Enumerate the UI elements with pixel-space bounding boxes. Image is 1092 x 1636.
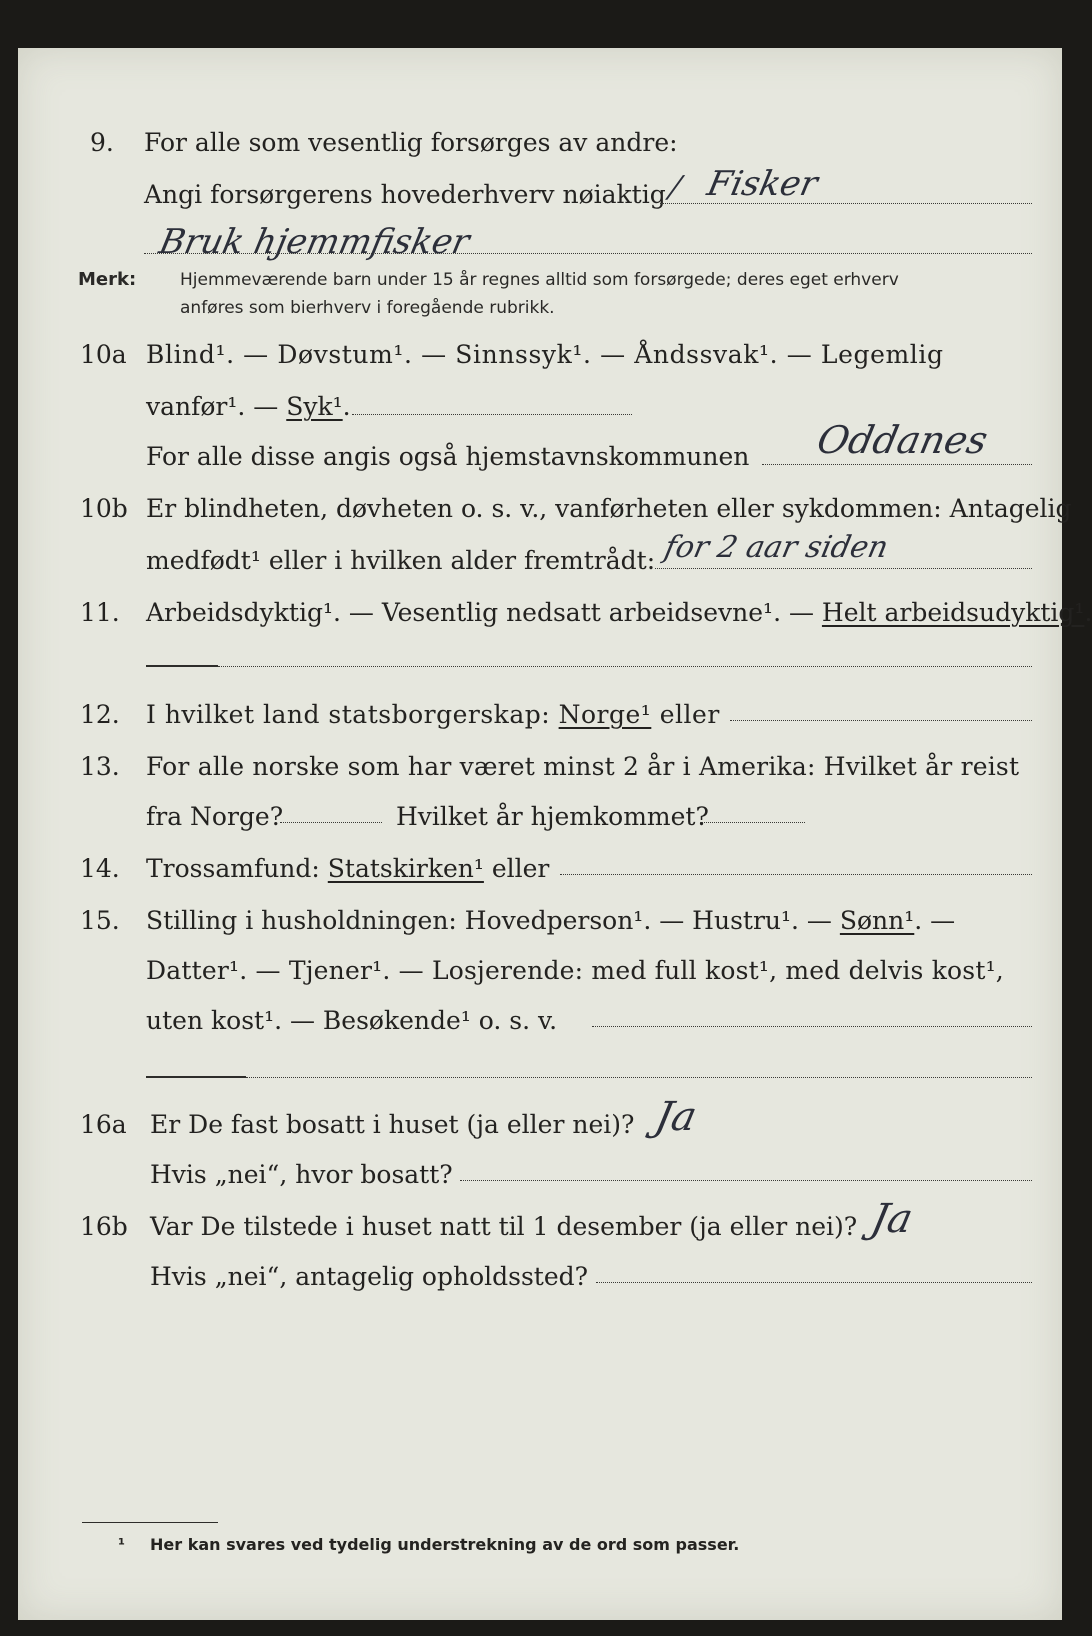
q16b-handwritten-answer: Ja	[867, 1196, 917, 1242]
q10a-answer-rule-1	[352, 414, 632, 415]
merk-text-line2: anføres som bierhverv i foregående rubrikk.	[180, 298, 555, 318]
question-number-12: 12.	[80, 700, 120, 729]
merk-label: Merk:	[78, 269, 137, 290]
q11-underline-mark	[146, 665, 218, 667]
q11-helt-arbeidsudyktig-underlined: Helt arbeidsudyktig¹	[821, 598, 1085, 627]
q10a-handwritten-municipality: Oddanes	[813, 418, 992, 462]
question-number-13: 13.	[80, 752, 120, 781]
q10b-answer-rule	[655, 568, 1032, 569]
q14-eller: eller	[483, 854, 550, 883]
question-number-14: 14.	[80, 854, 120, 883]
q12-text: I hvilket land statsborgerskap:	[146, 700, 559, 729]
question-number-15: 15.	[80, 906, 120, 935]
q9-answer-rule-2	[144, 253, 1032, 254]
footnote-mark: ¹	[118, 1535, 126, 1554]
q9-handwritten-occupation: Fisker	[703, 164, 822, 204]
q10a-prompt-line2	[146, 392, 351, 422]
q13-reist-rule	[280, 822, 382, 823]
q10a-answer-rule-2	[762, 464, 1032, 465]
q10a-vanfor: vanfør¹. —	[146, 392, 287, 421]
q15-sonn-underlined: Sønn¹	[839, 906, 915, 935]
q11-prompt	[146, 598, 1092, 628]
q11-options: Arbeidsdyktig¹. — Vesentlig nedsatt arbeidsevne¹. —	[146, 598, 822, 627]
q12-answer-rule	[730, 720, 1032, 721]
question-number-10b: 10b	[80, 494, 128, 523]
q10a-syk-underlined: Syk¹	[286, 392, 343, 421]
q10b-prompt-line2: medfødt¹ eller i hvilken alder fremtrådt:	[146, 546, 656, 575]
footnote-separator	[82, 1522, 218, 1523]
q15-prompt-line2: Datter¹. — Tjener¹. — Losjerende: med full kost¹, med delvis kost¹,	[146, 956, 1004, 985]
q15-prompt-line3: uten kost¹. — Besøkende¹ o. s. v.	[146, 1006, 558, 1035]
q15-line1-text: Stilling i husholdningen: Hovedperson¹. — Hustru¹. —	[146, 906, 840, 935]
question-number-10a: 10a	[80, 340, 127, 369]
q14-text: Trossamfund:	[146, 854, 328, 883]
q15-answer-rule-1	[592, 1026, 1032, 1027]
question-number-9: 9.	[90, 128, 114, 157]
q11-answer-rule	[218, 666, 1032, 667]
q10a-prompt-line1: Blind¹. — Døvstum¹. — Sinnssyk¹. — Åndssvak¹. — Legemlig	[146, 340, 944, 369]
q16a-prompt-line1: Er De fast bosatt i huset (ja eller nei)?	[150, 1110, 635, 1139]
q15-underline-mark	[146, 1076, 246, 1078]
q16a-handwritten-answer: Ja	[651, 1094, 701, 1140]
q13-prompt-line1: For alle norske som har været minst 2 år i Amerika: Hvilket år reist	[146, 752, 1020, 781]
q14-statskirken-underlined: Statskirken¹	[327, 854, 484, 883]
q9-prompt-line2: Angi forsørgerens hovederhverv nøiaktig	[144, 180, 666, 209]
q16a-answer-rule	[460, 1180, 1032, 1181]
merk-text-line1: Hjemmeværende barn under 15 år regnes alltid som forsørgede; deres eget erhverv	[180, 270, 899, 290]
q16a-prompt-line2: Hvis „nei“, hvor bosatt?	[150, 1160, 453, 1189]
q13-prompt-hjemkommet: Hvilket år hjemkommet?	[396, 802, 709, 831]
q9-prompt-line1: For alle som vesentlig forsørges av andre:	[144, 128, 678, 157]
q16b-prompt-line2: Hvis „nei“, antagelig opholdssted?	[150, 1262, 589, 1291]
q11-end: .	[1084, 598, 1092, 627]
question-number-16b: 16b	[80, 1212, 128, 1241]
q9-handwritten-occupation-2: Bruk hjemmfisker	[155, 222, 473, 262]
q10b-handwritten-onset: for 2 aar siden	[661, 530, 892, 565]
q15-line1-end: . —	[914, 906, 956, 935]
q9-hand-mark: /	[666, 170, 684, 205]
q16b-prompt-line1: Var De tilstede i huset natt til 1 desember (ja eller nei)?	[150, 1212, 858, 1241]
q12-prompt	[146, 700, 720, 730]
q13-hjemkommet-rule	[700, 822, 805, 823]
q10b-prompt-line1: Er blindheten, døvheten o. s. v., vanførheten eller sykdommen: Antagelig	[146, 494, 1072, 523]
q10a-prompt-line3: For alle disse angis også hjemstavnskommunen	[146, 442, 750, 471]
q12-eller: eller	[651, 700, 720, 729]
q14-answer-rule	[560, 874, 1032, 875]
q10a-line2-end: .	[342, 392, 351, 421]
q14-prompt	[146, 854, 549, 884]
q12-norge-underlined: Norge¹	[558, 700, 652, 729]
question-number-16a: 16a	[80, 1110, 127, 1139]
footnote-text: Her kan svares ved tydelig understrekning av de ord som passer.	[150, 1535, 740, 1554]
q16b-answer-rule	[596, 1282, 1032, 1283]
question-number-11: 11.	[80, 598, 120, 627]
q15-prompt-line1	[146, 906, 955, 936]
q15-answer-rule-2	[246, 1077, 1032, 1078]
q13-prompt-fra-norge: fra Norge?	[146, 802, 284, 831]
